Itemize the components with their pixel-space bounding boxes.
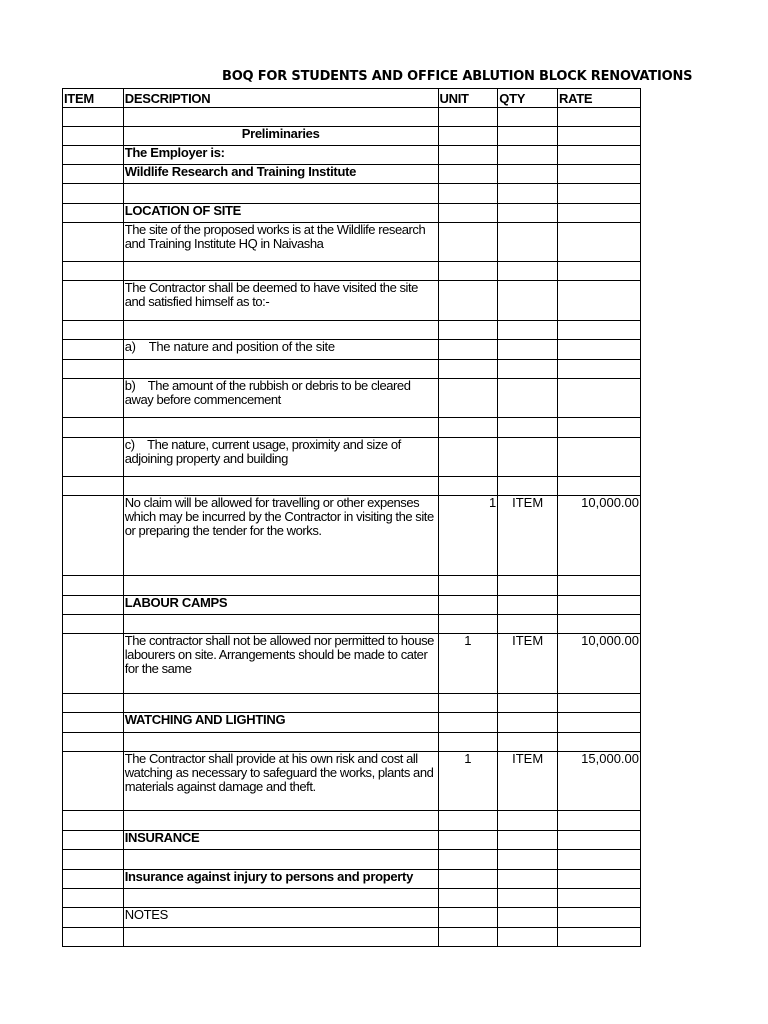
condition-a: a) The nature and position of the site: [123, 340, 438, 360]
table-row: [63, 713, 641, 733]
table-row: [63, 477, 641, 496]
no-claim-rate: 10,000.00: [557, 496, 640, 576]
table-row: [63, 634, 641, 694]
table-row: [63, 418, 641, 438]
table-row: [63, 928, 641, 947]
contractor-visit-text: The Contractor shall be deemed to have visited the site and satisfied himself as to:-: [123, 281, 438, 321]
labour-camps-heading: LABOUR CAMPS: [123, 596, 438, 615]
table-row: [63, 184, 641, 204]
section-preliminaries: Preliminaries: [123, 127, 438, 146]
table-row: [63, 340, 641, 360]
header-unit: UNIT: [438, 89, 498, 108]
table-row: [63, 496, 641, 576]
table-row: [63, 733, 641, 752]
table-row: [63, 811, 641, 831]
table-row: [63, 146, 641, 165]
employer-name: Wildlife Research and Training Institute: [123, 165, 438, 184]
table-row: [63, 360, 641, 379]
table-row: [63, 831, 641, 850]
table-row: [63, 438, 641, 477]
no-claim-qty: ITEM: [498, 496, 558, 576]
labour-camps-qty: ITEM: [498, 634, 558, 694]
table-row: [63, 262, 641, 281]
no-claim-text: No claim will be allowed for travelling or other expenses which may be incurred by the Contractor in visiting the site or preparing the tender for the works.: [123, 496, 438, 576]
table-row: [63, 615, 641, 634]
employer-label: The Employer is:: [123, 146, 438, 165]
header-item: ITEM: [63, 89, 124, 108]
watching-rate: 15,000.00: [557, 752, 640, 811]
table-row: [63, 379, 641, 418]
table-row: [63, 223, 641, 262]
labour-camps-text: The contractor shall not be allowed nor permitted to house labourers on site. Arrangements should be made to cater for the same: [123, 634, 438, 694]
labour-camps-unit: 1: [438, 634, 498, 694]
document-title: BOQ FOR STUDENTS AND OFFICE ABLUTION BLOCK RENOVATIONS: [222, 69, 693, 84]
table-row: [63, 108, 641, 127]
header-rate: RATE: [557, 89, 640, 108]
condition-c: c) The nature, current usage, proximity and size of adjoining property and building: [123, 438, 438, 477]
table-row: [63, 870, 641, 889]
header-description: DESCRIPTION: [123, 89, 438, 108]
watching-qty: ITEM: [498, 752, 558, 811]
watching-heading: WATCHING AND LIGHTING: [123, 713, 438, 733]
watching-text: The Contractor shall provide at his own risk and cost all watching as necessary to safeguard the works, plants and materials against damage and theft.: [123, 752, 438, 811]
table-row: [63, 596, 641, 615]
condition-b: b) The amount of the rubbish or debris to be cleared away before commencement: [123, 379, 438, 418]
location-text: The site of the proposed works is at the Wildlife research and Training Institute HQ in Naivasha: [123, 223, 438, 262]
table-row: [63, 889, 641, 908]
table-row: [63, 752, 641, 811]
no-claim-unit: 1: [438, 496, 498, 576]
insurance-subheading: Insurance against injury to persons and property: [123, 870, 438, 889]
table-row: [63, 321, 641, 340]
table-header-row: [63, 89, 641, 108]
notes-label: NOTES: [123, 908, 438, 928]
table-row: [63, 908, 641, 928]
table-row: [63, 127, 641, 146]
boq-table: [62, 88, 641, 947]
table-row: [63, 165, 641, 184]
table-row: [63, 281, 641, 321]
header-qty: QTY: [498, 89, 558, 108]
table-row: [63, 850, 641, 870]
insurance-heading: INSURANCE: [123, 831, 438, 850]
labour-camps-rate: 10,000.00: [557, 634, 640, 694]
table-row: [63, 576, 641, 596]
location-heading: LOCATION OF SITE: [123, 204, 438, 223]
watching-unit: 1: [438, 752, 498, 811]
table-row: [63, 204, 641, 223]
table-row: [63, 694, 641, 713]
